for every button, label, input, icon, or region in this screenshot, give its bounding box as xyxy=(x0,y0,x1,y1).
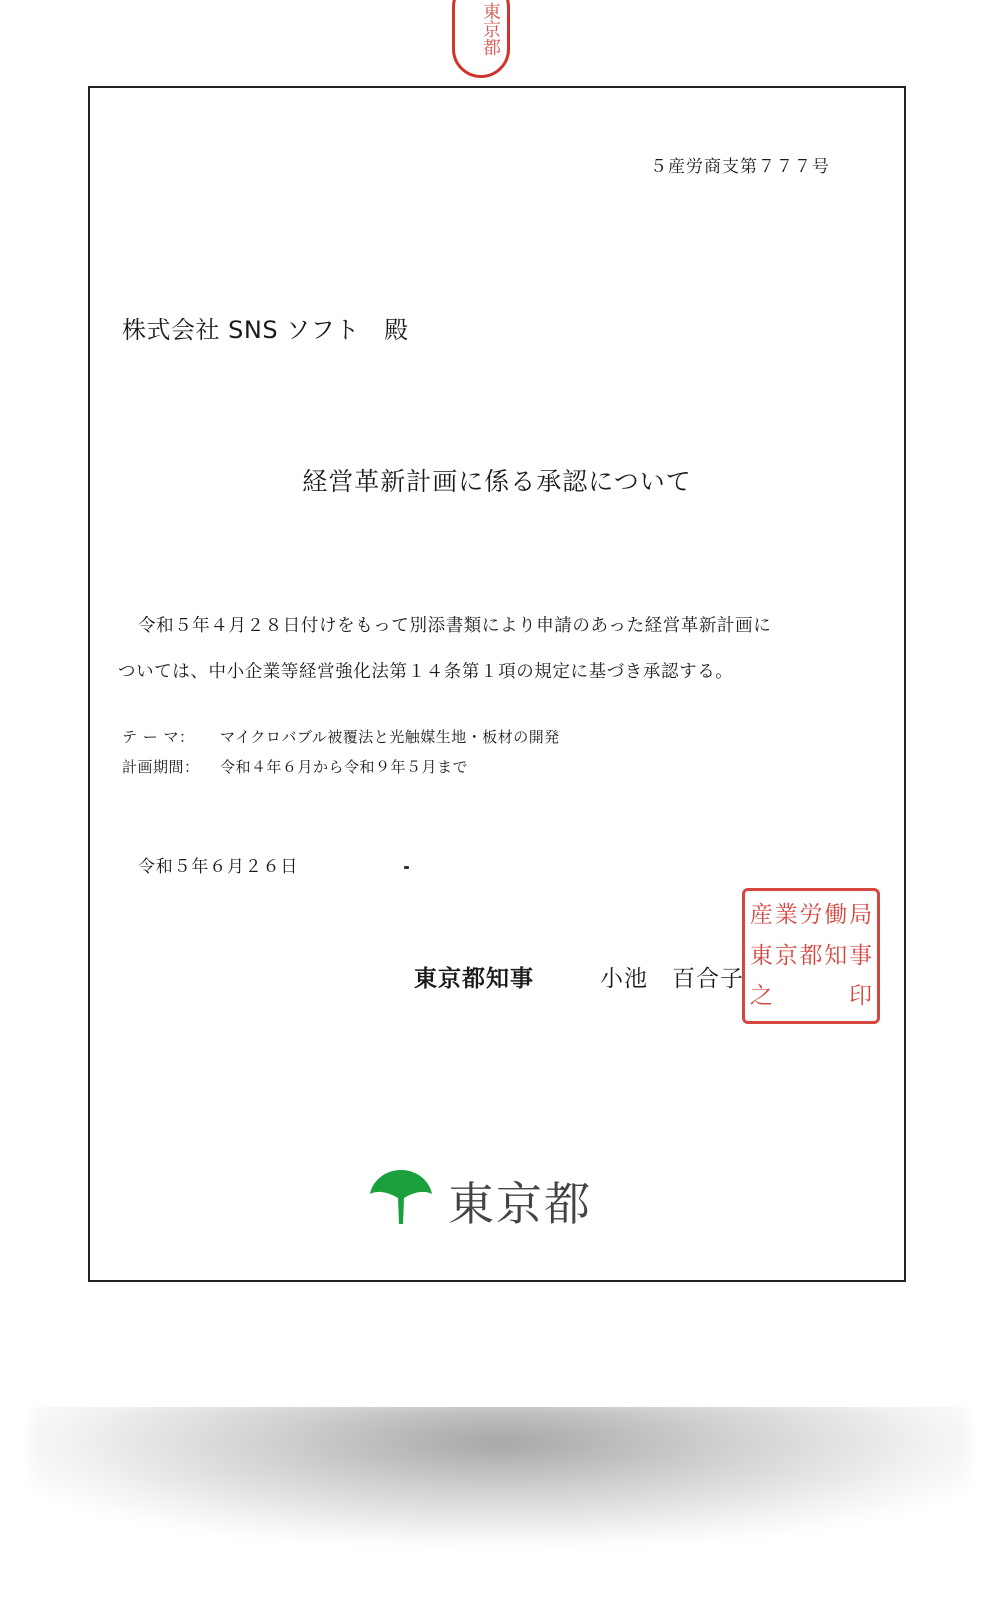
logo-text: 東京都 xyxy=(448,1177,592,1231)
addressee: 株式会社 SNS ソフト 殿 xyxy=(122,316,409,344)
period-label: 計画期間： xyxy=(122,758,200,776)
tokyo-metropolitan-logo xyxy=(368,1164,628,1234)
document-number: ５産労商支第７７７号 xyxy=(650,157,830,177)
ginkgo-leaf-icon xyxy=(368,1164,434,1230)
issuer-title: 東京都知事 xyxy=(414,965,534,992)
document-subject: 経営革新計画に係る承認について xyxy=(302,467,692,496)
body-line-2: ついては、中小企業等経営強化法第１４条第１項の規定に基づき承認する。 xyxy=(118,662,734,682)
issue-date: 令和５年６月２６日 xyxy=(138,857,299,877)
body-line-1: 令和５年４月２８日付けをもって別添書類により申請のあった経営革新計画に xyxy=(138,616,772,636)
issuer-name: 小池 百合子 xyxy=(600,966,744,992)
page-shadow xyxy=(30,1400,970,1540)
theme-value: マイクロバブル被覆法と光触媒生地・板材の開発 xyxy=(220,728,560,746)
ink-speck xyxy=(404,866,409,869)
period-value: 令和４年６月から令和９年５月まで xyxy=(220,758,469,776)
theme-label: テ ー マ： xyxy=(122,728,195,746)
certificate-frame xyxy=(88,86,906,1282)
top-split-seal: 東京都 xyxy=(452,0,510,80)
official-seal: 産 業 労 働 局 東 京 都 知 事 之 印 xyxy=(742,888,880,1024)
